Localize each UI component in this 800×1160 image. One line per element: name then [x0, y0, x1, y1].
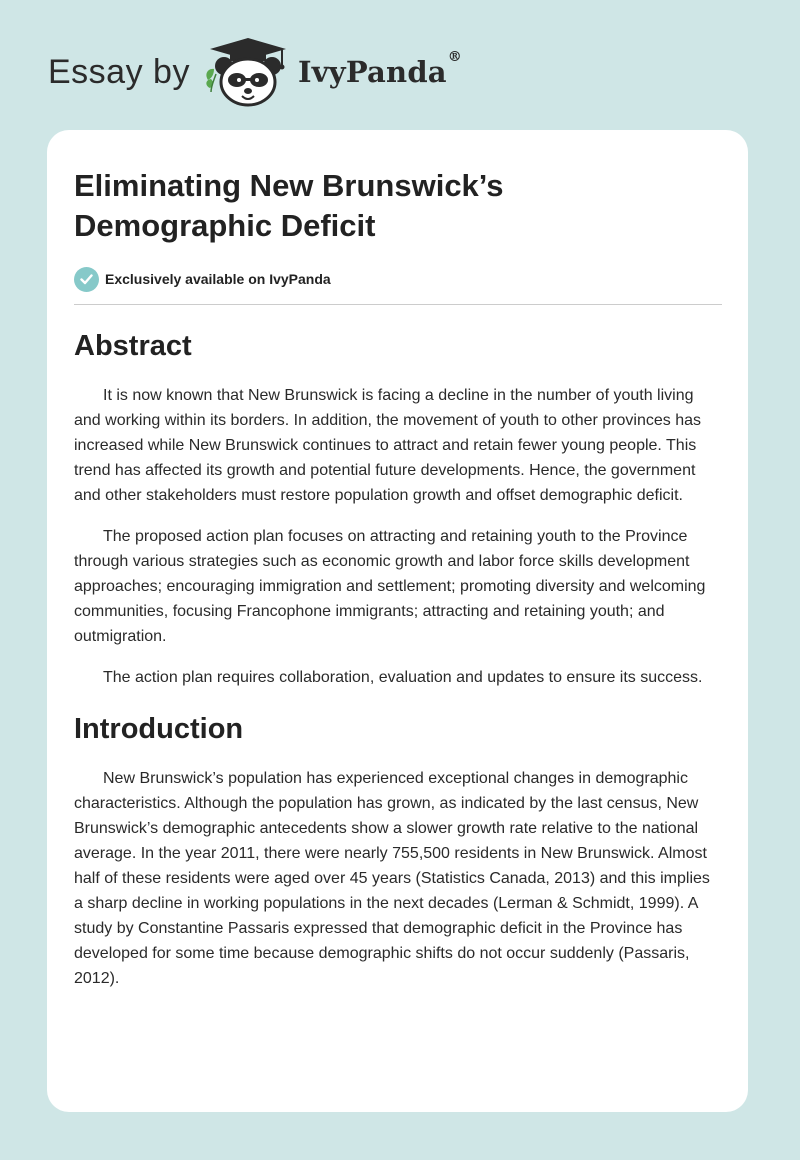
brand-prefix: Essay by — [48, 52, 190, 91]
essay-title: Eliminating New Brunswick’s Demographic Deficit — [74, 168, 504, 243]
registered-mark: ® — [447, 49, 462, 65]
site-header — [48, 36, 462, 108]
section-heading-abstract: Abstract — [74, 330, 192, 362]
paragraph: New Brunswick’s population has experienced exceptional changes in demographic characteristics. Although the population has grown, as indicated by the last census, New Brunswick’s demographic antecedents show a slower growth rate relative to the national average. In the year 2011, there were nearly 755,500 residents in New Brunswick. Almost half of these residents were aged over 45 years (Statistics Canada, 2013) and this implies a sharp decline in working populations in the next decades (Lerman & Schmidt, 1999). A study by Constantine Passaris expressed that demographic deficit in the Province has developed for some time because demographic shifts do not occur suddenly (Passaris, 2012). — [74, 770, 710, 987]
brand-name-text: IvyPanda — [297, 55, 447, 89]
paragraph: The proposed action plan focuses on attracting and retaining youth to the Province through various strategies such as economic growth and labor force skills development approaches; encouraging immigration and settlement; promoting diversity and welcoming communities, focusing Francophone immigrants; attracting and retaining youth; and outmigration. — [74, 528, 706, 645]
exclusive-label: Exclusively available on IvyPanda — [105, 271, 331, 287]
brand-name[interactable] — [297, 49, 462, 89]
essay-card — [47, 130, 748, 1112]
paragraph: It is now known that New Brunswick is facing a decline in the number of youth living and working within its borders. In addition, the movement of youth to other provinces has increased while New Brunswick continues to attract and retain fewer young people. This trend has affected its growth and potential future developments. Hence, the government and other stakeholders must restore population growth and offset demographic deficit. — [74, 387, 702, 504]
paragraph: The action plan requires collaboration, evaluation and updates to ensure its success. — [103, 669, 703, 686]
section-heading-introduction: Introduction — [74, 713, 244, 745]
check-circle-icon — [74, 267, 99, 292]
divider — [74, 304, 722, 305]
exclusive-badge — [74, 266, 722, 292]
section-introduction — [74, 712, 722, 991]
panda-logo-icon[interactable] — [202, 36, 294, 108]
section-abstract — [74, 329, 722, 690]
